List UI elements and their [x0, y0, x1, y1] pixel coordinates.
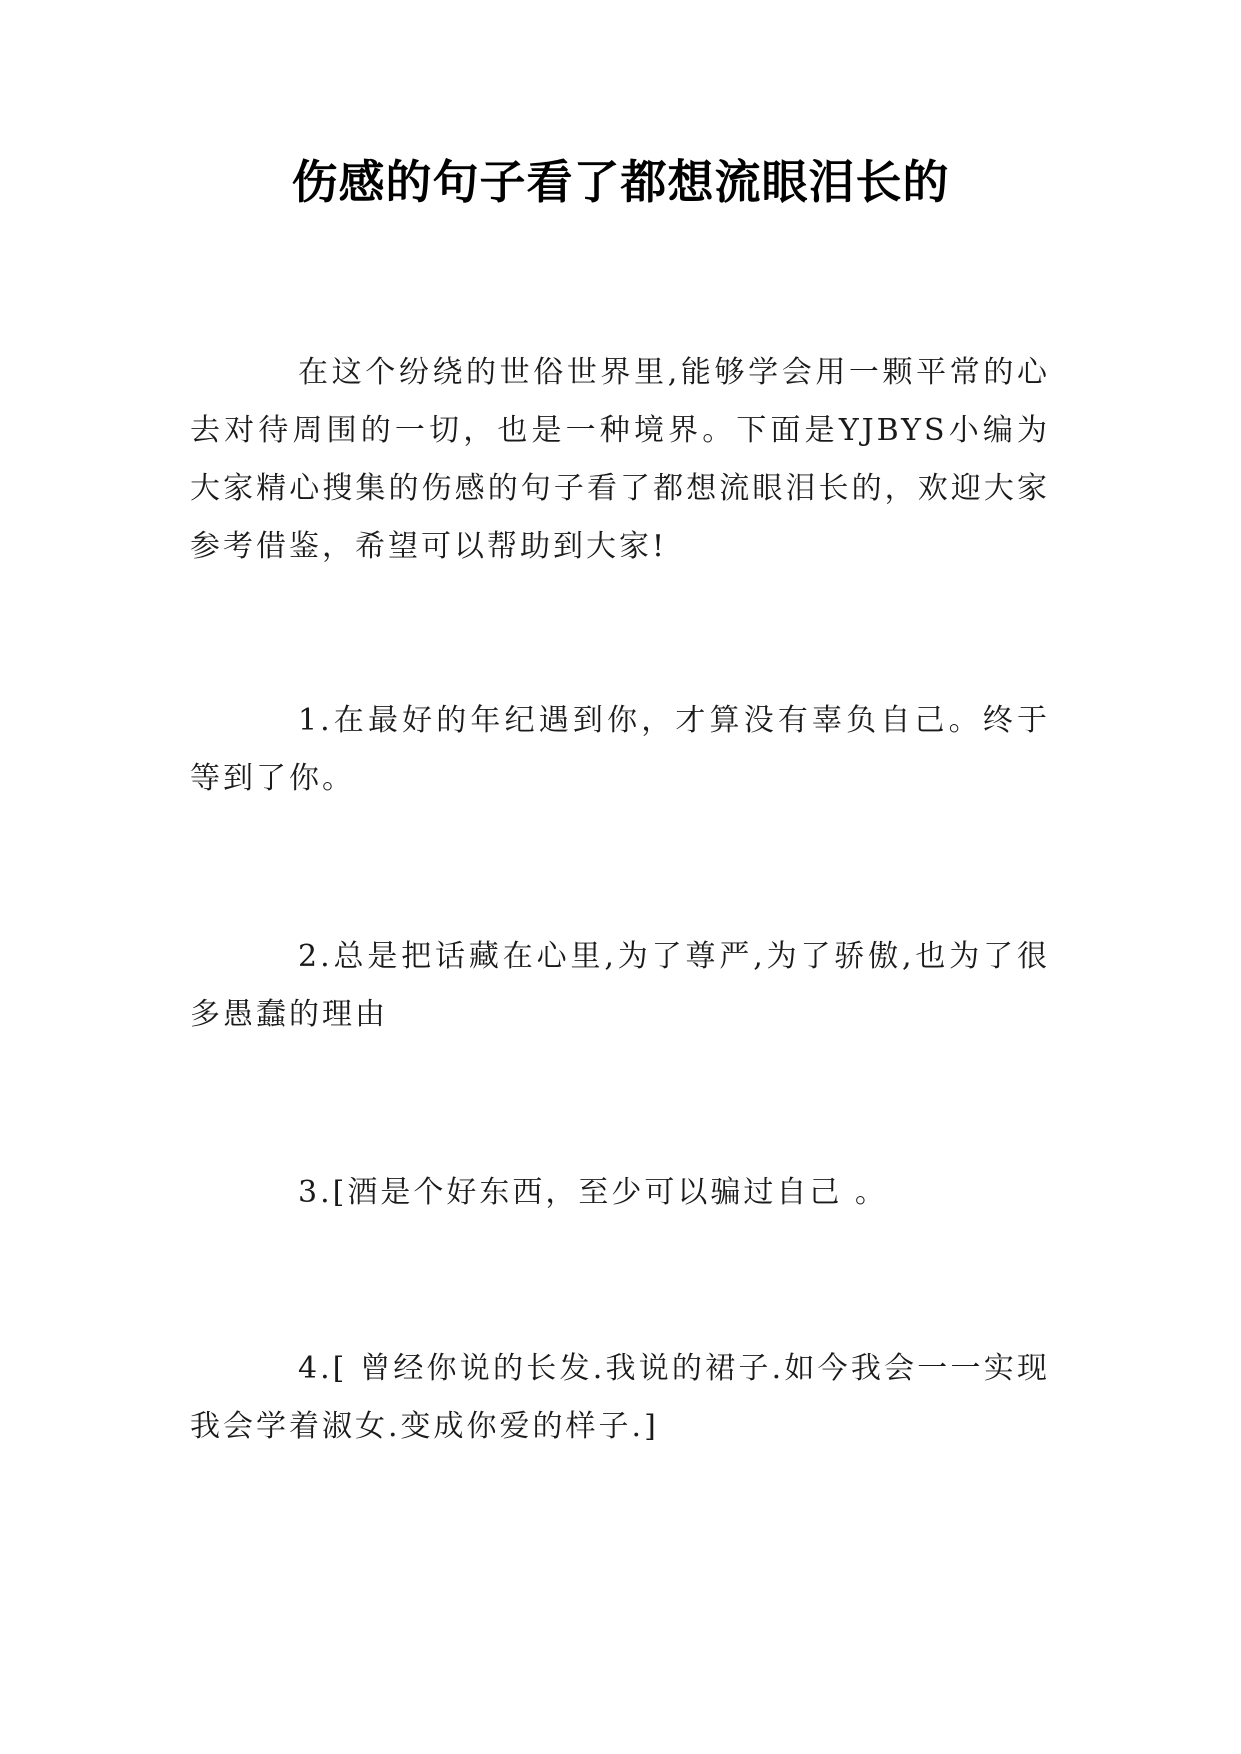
list-item: 2.总是把话藏在心里,为了尊严,为了骄傲,也为了很多愚蠢的理由: [190, 939, 1050, 1032]
list-item: 1.在最好的年纪遇到你，才算没有辜负自己。终于等到了你。: [190, 703, 1050, 796]
intro-paragraph: 在这个纷绕的世俗世界里,能够学会用一颗平常的心去对待周围的一切，也是一种境界。下面是YJBYS小编为大家精心搜集的伤感的句子看了都想流眼泪长的，欢迎大家参考借鉴，希望可以帮助到大家!: [190, 355, 1050, 564]
list-item: 4.[ 曾经你说的长发.我说的裙子.如今我会一一实现我会学着淑女.变成你爱的样子.]: [190, 1351, 1050, 1444]
document-title: 伤感的句子看了都想流眼泪长的: [291, 155, 950, 209]
list-item: 3.[酒是个好东西，至少可以骗过自己 。: [298, 1175, 888, 1210]
